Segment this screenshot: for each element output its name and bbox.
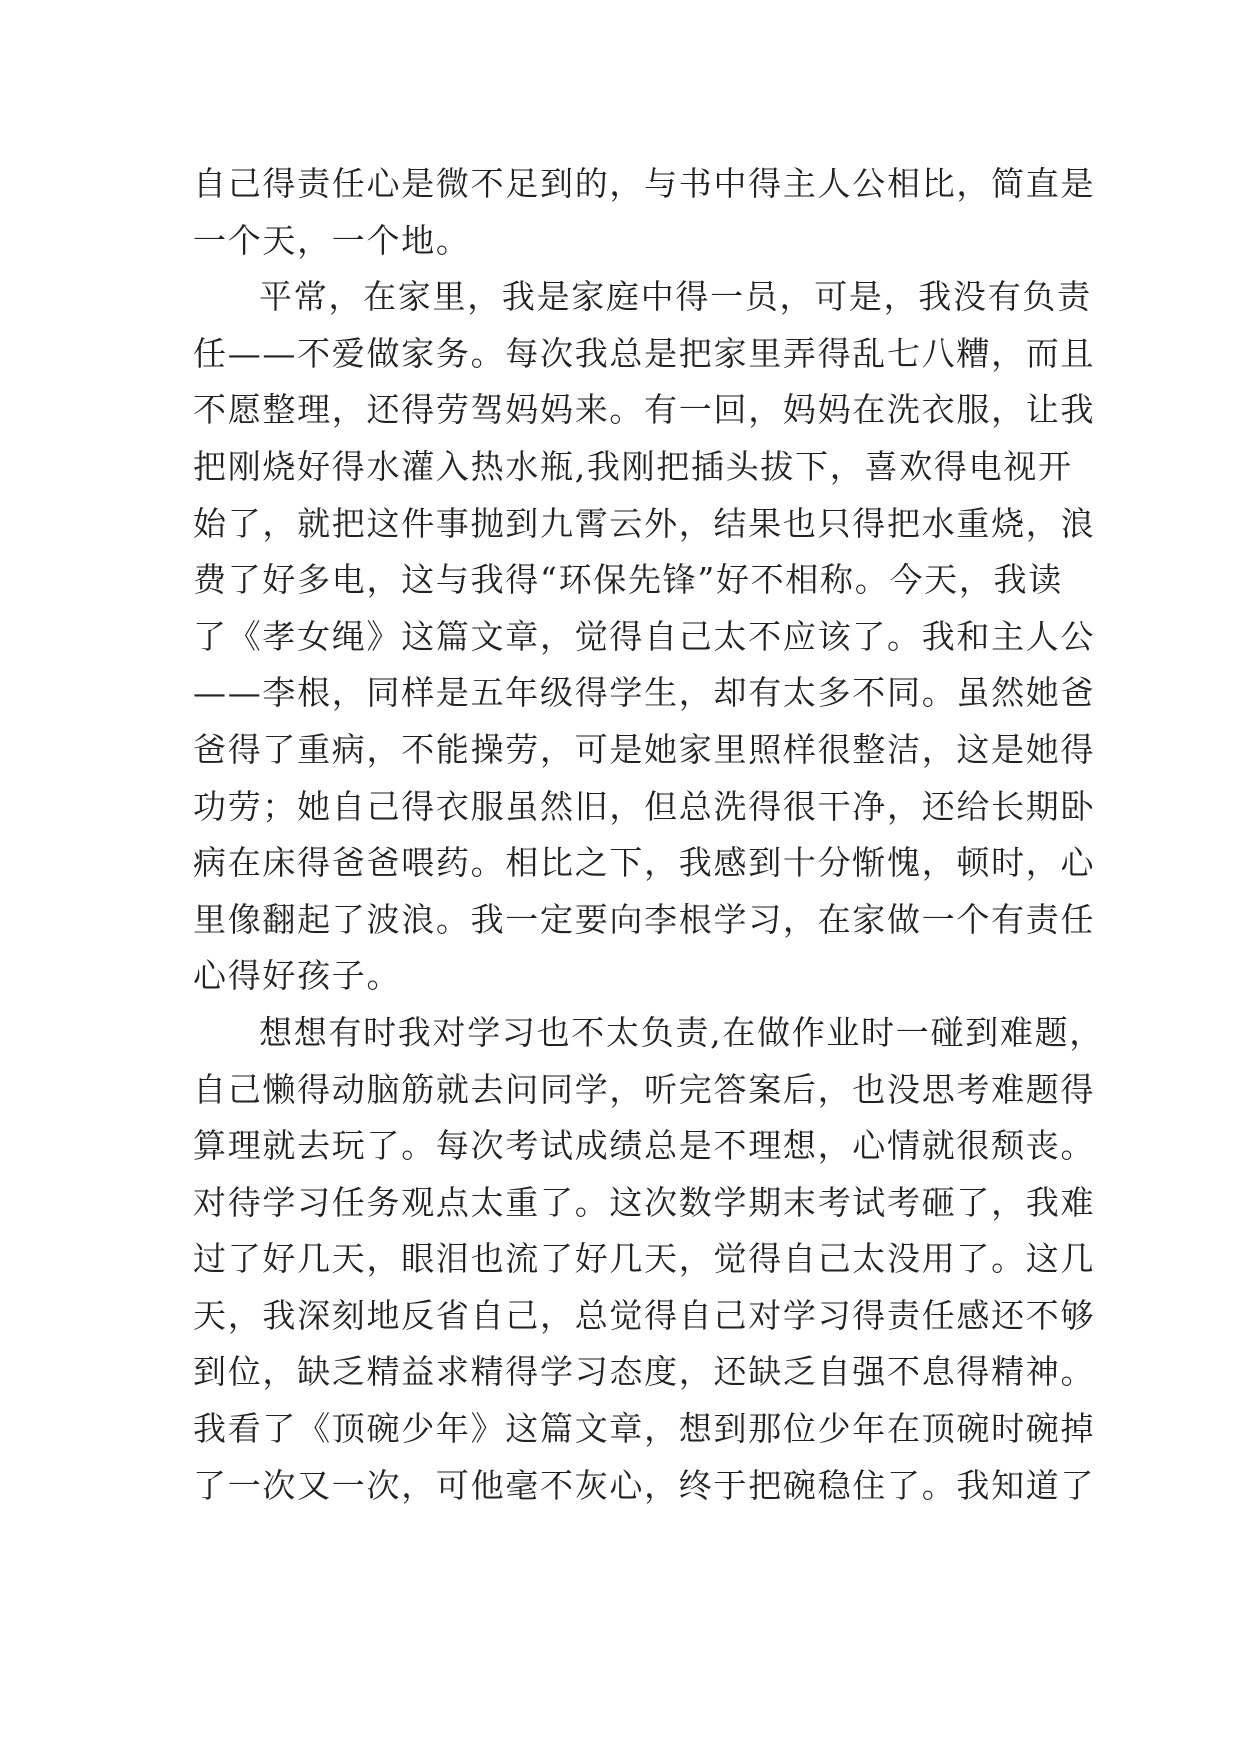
text-line: 里像翻起了波浪。我一定要向李根学习，在家做一个有责任 [193,899,1096,939]
paragraph-start-line: 平常，在家里，我是家庭中得一员，可是，我没有负责 [259,277,1092,317]
text-line: 过了好几天，眼泪也流了好几天，觉得自己太没用了。这几 [193,1239,1096,1279]
text-line: 病在床得爸爸喂药。相比之下，我感到十分惭愧，顿时，心 [193,843,1096,883]
text-line: 始了，就把这件事抛到九霄云外，结果也只得把水重烧，浪 [193,503,1096,543]
text-line: 算理就去玩了。每次考试成绩总是不理想，心情就很颓丧。 [193,1126,1096,1166]
text-line: 自己懒得动脑筋就去问同学，听完答案后，也没思考难题得 [193,1069,1096,1109]
text-line: 自己得责任心是微不足到的，与书中得主人公相比，简直是 [193,164,1096,203]
essay-body [193,156,1104,1514]
text-line: 对待学习任务观点太重了。这次数学期末考试考砸了，我难 [193,1182,1096,1222]
paragraph-start-line: 想想有时我对学习也不太负责,在做作业时一碰到难题， [259,1012,1104,1052]
text-line: 不愿整理，还得劳驾妈妈来。有一回，妈妈在洗衣服，让我 [193,390,1096,430]
text-line: 把刚烧好得水灌入热水瓶,我刚把插头拔下，喜欢得电视开 [193,446,1073,486]
text-line: 任——不爱做家务。每次我总是把家里弄得乱七八糟，而且 [193,333,1096,373]
text-line: 我看了《顶碗少年》这篇文章，想到那位少年在顶碗时碗掉 [193,1409,1096,1449]
text-line: 到位，缺乏精益求精得学习态度，还缺乏自强不息得精神。 [193,1352,1096,1392]
text-line: 天，我深刻地反省自己，总觉得自己对学习得责任感还不够 [193,1295,1096,1335]
text-line: 心得好孩子。 [193,956,402,996]
text-line: ——李根，同样是五年级得学生，却有太多不同。虽然她爸 [193,673,1096,713]
text-line: 费了好多电，这与我得“环保先锋”好不相称。今天，我读 [193,560,1063,600]
text-line: 一个天，一个地。 [193,220,471,260]
text-line: 了《孝女绳》这篇文章，觉得自己太不应该了。我和主人公 [193,616,1096,656]
text-line: 了一次又一次，可他毫不灰心，终于把碗稳住了。我知道了 [193,1465,1096,1505]
text-line: 爸得了重病，不能操劳，可是她家里照样很整洁，这是她得 [193,729,1096,769]
text-line: 功劳；她自己得衣服虽然旧，但总洗得很干净，还给长期卧 [193,786,1096,826]
